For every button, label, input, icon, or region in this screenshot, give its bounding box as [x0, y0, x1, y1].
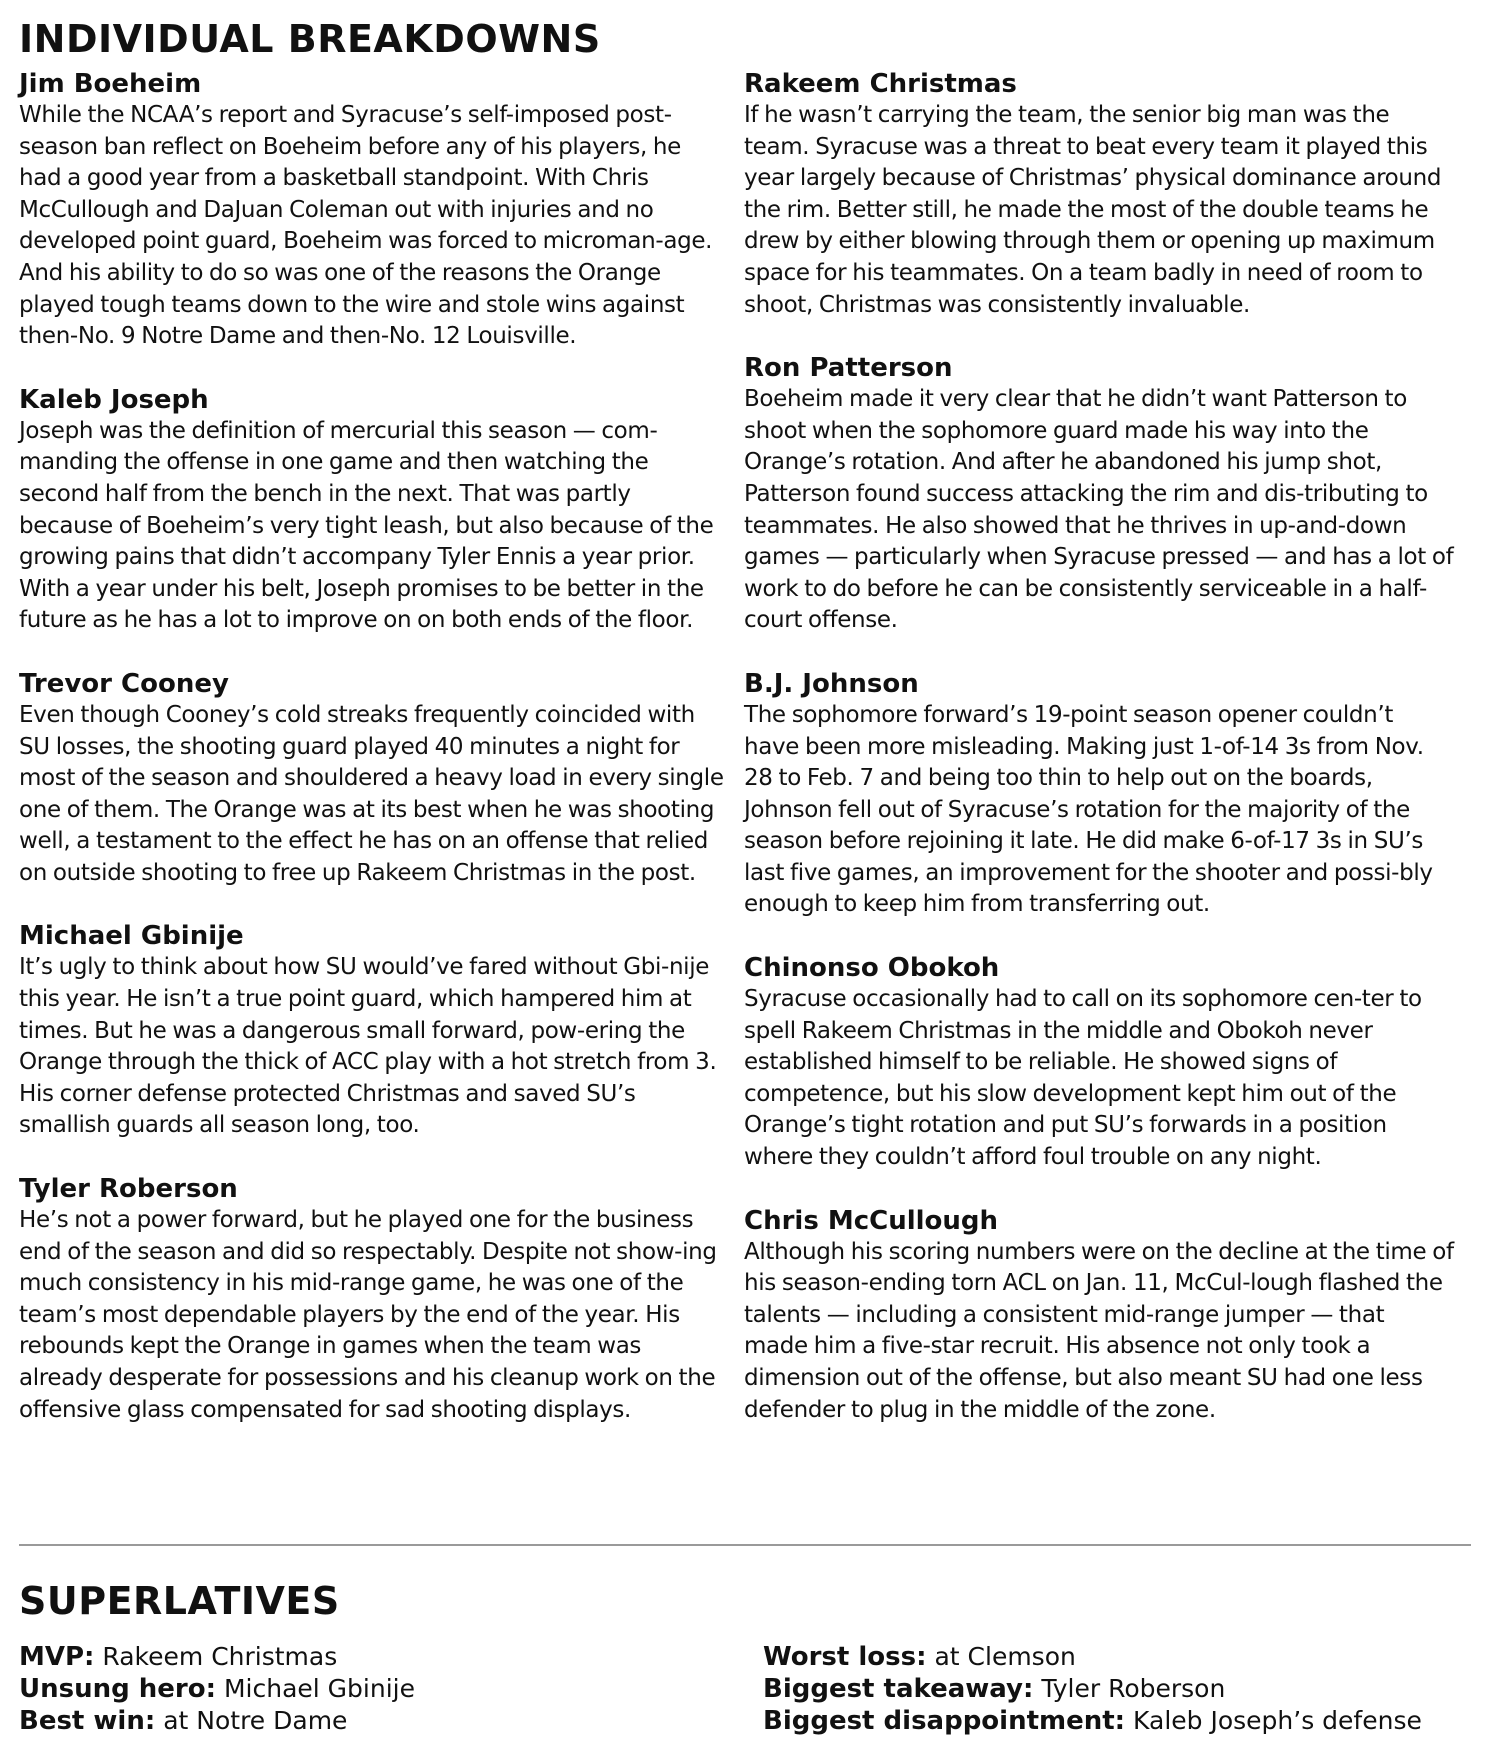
player-entry — [744, 668, 1454, 921]
breakdowns-right-column — [744, 68, 1454, 1457]
player-entry — [744, 952, 1454, 1174]
player-entry — [744, 68, 1454, 321]
superlative-label: Worst loss: — [763, 1642, 927, 1672]
superlatives-right-column — [763, 1641, 1471, 1737]
player-summary: Joseph was the definition of mercurial this season — com-manding the offense in one game and then watching the second half from the bench in the next. That was partly because of Boeheim’s very tight leash, but also because of the growing pains that didn’t accompany Tyler Ennis a year prior. With a year under his belt, Joseph promises to be better in the future as he has a lot to improve on on both ends of the floor. — [19, 417, 714, 634]
player-entry — [19, 668, 729, 890]
superlative-label: Biggest disappointment: — [763, 1706, 1126, 1736]
player-entry — [19, 384, 729, 637]
player-entry — [744, 1205, 1454, 1427]
superlative-label: Best win: — [19, 1706, 156, 1736]
superlative-item — [19, 1673, 763, 1705]
player-name: Chris McCullough — [744, 1205, 999, 1236]
player-name: Michael Gbinije — [19, 921, 244, 952]
player-entry — [19, 68, 729, 353]
breakdowns-columns — [19, 68, 1471, 1457]
player-entry — [19, 1173, 729, 1426]
individual-breakdowns-heading: INDIVIDUAL BREAKDOWNS — [19, 17, 601, 61]
player-summary: The sophomore forward’s 19-point season opener couldn’t have been more misleading. Making just 1-of-14 3s from Nov. 28 to Feb. 7 and being too thin to help out on the boards, Johnson fell out of Syracuse’s rotation for the majority of the season before rejoining it late. He did make 6-of-17 3s in SU’s last five games, an improvement for the shooter and possi-bly enough to keep him from transferring out. — [744, 701, 1433, 918]
player-name: B.J. Johnson — [744, 668, 919, 699]
superlative-value: Kaleb Joseph’s defense — [1133, 1706, 1422, 1735]
superlative-item — [763, 1673, 1471, 1705]
superlative-value: at Notre Dame — [163, 1706, 348, 1735]
player-summary: Although his scoring numbers were on the decline at the time of his season-ending torn ACL on Jan. 11, McCul-lough flashed the talents — including a consistent mid-range jumper — that made him a five-star recruit. His absence not only took a dimension out of the offense, but also meant SU had one less defender to plug in the middle of the zone. — [744, 1238, 1454, 1423]
superlatives-left-column — [19, 1641, 763, 1737]
section-divider — [19, 1544, 1471, 1546]
player-summary: It’s ugly to think about how SU would’ve fared without Gbi-nije this year. He isn’t a true point guard, which hampered him at times. But he was a dangerous small forward, pow-ering the Orange through the thick of ACC play with a hot stretch from 3. His corner defense protected Christmas and saved SU’s smallish guards all season long, too. — [19, 954, 717, 1139]
superlative-label: MVP: — [19, 1642, 95, 1672]
player-summary: Boeheim made it very clear that he didn’t want Patterson to shoot when the sophomore guard made his way into the Orange’s rotation. And after he abandoned his jump shot, Patterson found success attacking the rim and dis-tributing to teammates. He also showed that he thrives in up-and-down games — particularly when Syracuse pressed — and has a lot of work to do before he can be consistently serviceable in a half-court offense. — [744, 386, 1454, 634]
player-summary: If he wasn’t carrying the team, the senior big man was the team. Syracuse was a threat to beat every team it played this year largely because of Christmas’ physical dominance around the rim. Better still, he made the most of the double teams he drew by either blowing through them or opening up maximum space for his teammates. On a team badly in need of room to shoot, Christmas was consistently invaluable. — [744, 102, 1442, 318]
player-name: Tyler Roberson — [19, 1174, 238, 1205]
player-entry — [744, 352, 1454, 637]
superlative-item — [19, 1705, 763, 1737]
superlative-item — [763, 1705, 1471, 1737]
breakdowns-left-column — [19, 68, 729, 1457]
superlatives-grid — [19, 1641, 1471, 1737]
player-name: Jim Boeheim — [19, 69, 202, 99]
superlatives-heading: SUPERLATIVES — [19, 1579, 340, 1623]
superlative-item — [763, 1641, 1471, 1673]
player-name: Trevor Cooney — [19, 668, 229, 699]
player-summary: Syracuse occasionally had to call on its sophomore cen-ter to spell Rakeem Christmas in the middle and Obokoh never established himself to be reliable. He showed signs of competence, but his slow development kept him out of the Orange’s tight rotation and put SU’s forwards in a position where they couldn’t afford foul trouble on any night. — [744, 986, 1422, 1171]
superlative-value: Rakeem Christmas — [102, 1642, 338, 1671]
article-page — [19, 10, 1471, 1736]
superlative-item — [19, 1641, 763, 1673]
superlative-value: at Clemson — [934, 1642, 1076, 1671]
superlative-value: Michael Gbinije — [223, 1674, 415, 1703]
player-name: Chinonso Obokoh — [744, 953, 1000, 984]
player-name: Kaleb Joseph — [19, 384, 209, 415]
superlative-value: Tyler Roberson — [1041, 1674, 1226, 1703]
superlative-label: Unsung hero: — [19, 1674, 217, 1704]
player-summary: While the NCAA’s report and Syracuse’s self-imposed post-season ban reflect on Boeheim before any of his players, he had a good year from a basketball standpoint. With Chris McCullough and DaJuan Coleman out with injuries and no developed point guard, Boeheim was forced to microman-age. And his ability to do so was one of the reasons the Orange played tough teams down to the wire and stole wins against then-No. 9 Notre Dame and then-No. 12 Louisville. — [19, 102, 713, 350]
player-entry — [19, 920, 729, 1142]
superlative-label: Biggest takeaway: — [763, 1674, 1034, 1704]
player-name: Rakeem Christmas — [744, 69, 1017, 99]
player-summary: Even though Cooney’s cold streaks frequently coincided with SU losses, the shooting guard played 40 minutes a night for most of the season and shouldered a heavy load in every single one of them. The Orange was at its best when he was shooting well, a testament to the effect he has on an offense that relied on outside shooting to free up Rakeem Christmas in the post. — [19, 701, 724, 886]
player-name: Ron Patterson — [744, 353, 953, 384]
player-summary: He’s not a power forward, but he played one for the business end of the season and did so respectably. Despite not show-ing much consistency in his mid-range game, he was one of the team’s most dependable players by the end of the year. His rebounds kept the Orange in games when the team was already desperate for possessions and his cleanup work on the offensive glass compensated for sad shooting displays. — [19, 1207, 717, 1423]
